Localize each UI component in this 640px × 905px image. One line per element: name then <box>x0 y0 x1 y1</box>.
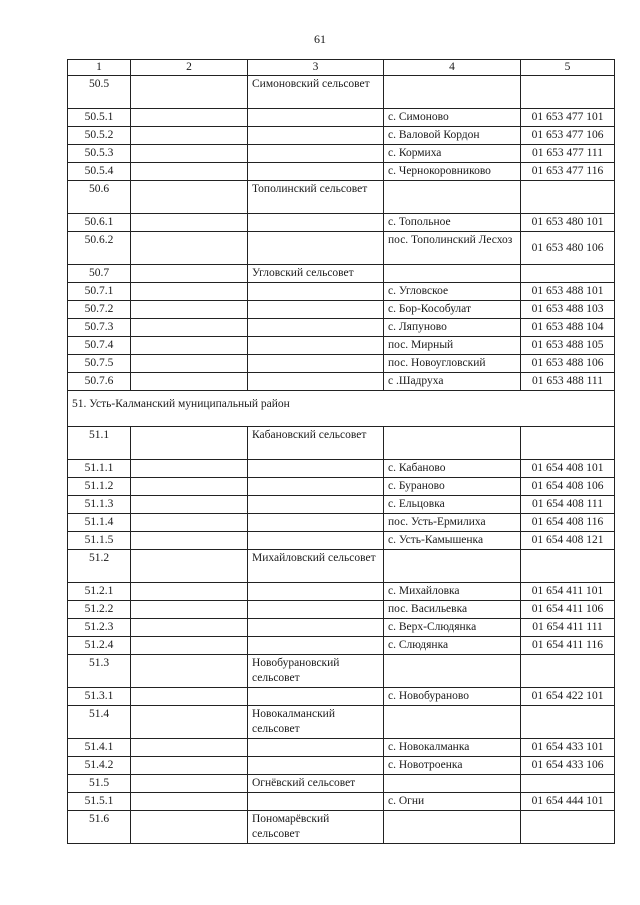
table-row <box>68 583 615 601</box>
council-name: Симоновский сельсовет <box>248 76 384 109</box>
row-code: 50.5.1 <box>68 109 131 127</box>
table-row <box>68 145 615 163</box>
empty-cell <box>521 181 615 214</box>
empty-cell <box>131 793 248 811</box>
empty-cell <box>131 265 248 283</box>
empty-cell <box>131 319 248 337</box>
settlement-name: с. Верх-Слюдянка <box>384 619 521 637</box>
row-code: 51.1.4 <box>68 514 131 532</box>
page-number: 61 <box>314 32 326 46</box>
table-row <box>68 109 615 127</box>
empty-cell <box>131 811 248 844</box>
settlement-name: пос. Васильевка <box>384 601 521 619</box>
okato-code: 01 653 477 101 <box>521 109 615 127</box>
council-row <box>68 181 615 214</box>
okato-code: 01 654 408 101 <box>521 460 615 478</box>
empty-cell <box>384 706 521 739</box>
empty-cell <box>248 619 384 637</box>
table-row <box>68 793 615 811</box>
empty-cell <box>248 109 384 127</box>
council-row <box>68 655 615 688</box>
okato-code: 01 653 480 101 <box>521 214 615 232</box>
empty-cell <box>131 355 248 373</box>
empty-cell <box>521 655 615 688</box>
empty-cell <box>131 583 248 601</box>
council-name: Огнёвский сельсовет <box>248 775 384 793</box>
district-heading: 51. Усть-Калманский муниципальный район <box>68 391 615 427</box>
okato-code: 01 653 488 105 <box>521 337 615 355</box>
okato-code: 01 653 477 111 <box>521 145 615 163</box>
okato-code: 01 654 444 101 <box>521 793 615 811</box>
empty-cell <box>248 532 384 550</box>
row-code: 51.2.4 <box>68 637 131 655</box>
empty-cell <box>131 757 248 775</box>
settlement-name: с. Валовой Кордон <box>384 127 521 145</box>
row-code: 50.7.4 <box>68 337 131 355</box>
empty-cell <box>131 109 248 127</box>
row-code: 51.4.2 <box>68 757 131 775</box>
settlement-name: с. Кабаново <box>384 460 521 478</box>
table-row <box>68 460 615 478</box>
empty-cell <box>248 319 384 337</box>
settlement-name: с. Новокалманка <box>384 739 521 757</box>
council-row <box>68 775 615 793</box>
district-heading-row <box>68 391 615 427</box>
council-row <box>68 427 615 460</box>
table-row <box>68 514 615 532</box>
settlement-name: с. Бураново <box>384 478 521 496</box>
empty-cell <box>248 127 384 145</box>
council-row <box>68 76 615 109</box>
table-row <box>68 619 615 637</box>
row-code: 50.7.5 <box>68 355 131 373</box>
table-row <box>68 757 615 775</box>
okato-code: 01 654 433 106 <box>521 757 615 775</box>
table-row <box>68 355 615 373</box>
council-name: Пономарёвский сельсовет <box>248 811 384 844</box>
empty-cell <box>248 739 384 757</box>
table-row <box>68 601 615 619</box>
settlement-name: с. Ельцовка <box>384 496 521 514</box>
empty-cell <box>248 637 384 655</box>
settlement-name: с. Бор-Кособулат <box>384 301 521 319</box>
empty-cell <box>248 355 384 373</box>
okato-code: 01 654 411 101 <box>521 583 615 601</box>
row-code: 51.1.5 <box>68 532 131 550</box>
row-code: 50.5 <box>68 76 131 109</box>
row-code: 51.3 <box>68 655 131 688</box>
row-code: 50.7.3 <box>68 319 131 337</box>
council-name: Новобурановский сельсовет <box>248 655 384 688</box>
empty-cell <box>521 76 615 109</box>
table-row <box>68 739 615 757</box>
empty-cell <box>248 496 384 514</box>
empty-cell <box>131 688 248 706</box>
council-name: Угловский сельсовет <box>248 265 384 283</box>
empty-cell <box>131 283 248 301</box>
row-code: 50.5.2 <box>68 127 131 145</box>
settlement-name: с. Михайловка <box>384 583 521 601</box>
empty-cell <box>131 76 248 109</box>
table-body <box>68 76 615 844</box>
table-row <box>68 496 615 514</box>
okato-code: 01 653 480 106 <box>521 232 615 265</box>
empty-cell <box>248 514 384 532</box>
empty-cell <box>384 775 521 793</box>
empty-cell <box>131 601 248 619</box>
empty-cell <box>131 706 248 739</box>
empty-cell <box>248 601 384 619</box>
column-header: 2 <box>131 60 248 76</box>
okato-code: 01 653 488 111 <box>521 373 615 391</box>
row-code: 51.1 <box>68 427 131 460</box>
row-code: 50.7.2 <box>68 301 131 319</box>
row-code: 51.3.1 <box>68 688 131 706</box>
okato-code: 01 653 477 116 <box>521 163 615 181</box>
empty-cell <box>131 127 248 145</box>
column-header: 1 <box>68 60 131 76</box>
empty-cell <box>131 532 248 550</box>
empty-cell <box>131 232 248 265</box>
settlement-name: с. Чернокоровниково <box>384 163 521 181</box>
table-row <box>68 163 615 181</box>
empty-cell <box>384 811 521 844</box>
empty-cell <box>131 181 248 214</box>
okato-code: 01 653 488 101 <box>521 283 615 301</box>
okato-code: 01 654 433 101 <box>521 739 615 757</box>
row-code: 51.2 <box>68 550 131 583</box>
settlement-name: с. Слюдянка <box>384 637 521 655</box>
empty-cell <box>131 373 248 391</box>
okato-code: 01 654 408 121 <box>521 532 615 550</box>
okato-code: 01 653 488 104 <box>521 319 615 337</box>
empty-cell <box>248 478 384 496</box>
table-row <box>68 637 615 655</box>
okato-code: 01 654 411 111 <box>521 619 615 637</box>
column-header: 4 <box>384 60 521 76</box>
table-row <box>68 373 615 391</box>
column-header: 3 <box>248 60 384 76</box>
table-header-row <box>68 60 615 76</box>
empty-cell <box>384 550 521 583</box>
council-name: Михайловский сельсовет <box>248 550 384 583</box>
row-code: 50.6.2 <box>68 232 131 265</box>
empty-cell <box>131 514 248 532</box>
empty-cell <box>521 775 615 793</box>
okato-code: 01 654 408 106 <box>521 478 615 496</box>
row-code: 51.5 <box>68 775 131 793</box>
settlement-name: с. Топольное <box>384 214 521 232</box>
empty-cell <box>131 496 248 514</box>
row-code: 50.7 <box>68 265 131 283</box>
okato-code: 01 653 488 106 <box>521 355 615 373</box>
settlement-name: с. Кормиха <box>384 145 521 163</box>
table-row <box>68 301 615 319</box>
empty-cell <box>131 214 248 232</box>
council-row <box>68 706 615 739</box>
row-code: 51.1.3 <box>68 496 131 514</box>
settlement-name: пос. Новоугловский <box>384 355 521 373</box>
table-row <box>68 232 615 265</box>
empty-cell <box>521 550 615 583</box>
column-header: 5 <box>521 60 615 76</box>
empty-cell <box>248 283 384 301</box>
empty-cell <box>131 739 248 757</box>
table-row <box>68 478 615 496</box>
settlements-table <box>67 59 615 844</box>
settlement-name: с. Огни <box>384 793 521 811</box>
okato-code: 01 654 408 116 <box>521 514 615 532</box>
okato-code: 01 653 488 103 <box>521 301 615 319</box>
empty-cell <box>248 337 384 355</box>
empty-cell <box>248 793 384 811</box>
table-row <box>68 127 615 145</box>
row-code: 51.6 <box>68 811 131 844</box>
empty-cell <box>248 232 384 265</box>
empty-cell <box>131 775 248 793</box>
council-row <box>68 550 615 583</box>
empty-cell <box>248 460 384 478</box>
empty-cell <box>131 460 248 478</box>
row-code: 51.1.2 <box>68 478 131 496</box>
empty-cell <box>384 655 521 688</box>
table-row <box>68 319 615 337</box>
row-code: 51.4.1 <box>68 739 131 757</box>
row-code: 50.7.6 <box>68 373 131 391</box>
row-code: 51.1.1 <box>68 460 131 478</box>
okato-code: 01 654 422 101 <box>521 688 615 706</box>
settlement-name: с .Шадруха <box>384 373 521 391</box>
empty-cell <box>384 427 521 460</box>
table-row <box>68 214 615 232</box>
council-name: Кабановский сельсовет <box>248 427 384 460</box>
empty-cell <box>521 811 615 844</box>
row-code: 50.7.1 <box>68 283 131 301</box>
empty-cell <box>384 76 521 109</box>
settlement-name: с. Угловское <box>384 283 521 301</box>
empty-cell <box>521 265 615 283</box>
settlement-name: пос. Тополинский Лесхоз <box>384 232 521 265</box>
empty-cell <box>521 706 615 739</box>
row-code: 51.2.1 <box>68 583 131 601</box>
empty-cell <box>248 583 384 601</box>
table-row <box>68 688 615 706</box>
empty-cell <box>248 757 384 775</box>
empty-cell <box>131 637 248 655</box>
settlement-name: пос. Усть-Ермилиха <box>384 514 521 532</box>
empty-cell <box>521 427 615 460</box>
row-code: 51.5.1 <box>68 793 131 811</box>
empty-cell <box>131 655 248 688</box>
empty-cell <box>248 301 384 319</box>
empty-cell <box>131 427 248 460</box>
settlement-name: с. Ляпуново <box>384 319 521 337</box>
empty-cell <box>131 145 248 163</box>
empty-cell <box>131 478 248 496</box>
okato-code: 01 654 411 116 <box>521 637 615 655</box>
okato-code: 01 653 477 106 <box>521 127 615 145</box>
row-code: 50.6.1 <box>68 214 131 232</box>
empty-cell <box>248 214 384 232</box>
empty-cell <box>384 265 521 283</box>
empty-cell <box>384 181 521 214</box>
settlement-name: с. Новотроенка <box>384 757 521 775</box>
council-row <box>68 265 615 283</box>
council-name: Новокалманский сельсовет <box>248 706 384 739</box>
empty-cell <box>131 550 248 583</box>
empty-cell <box>131 163 248 181</box>
council-row <box>68 811 615 844</box>
empty-cell <box>248 145 384 163</box>
empty-cell <box>248 688 384 706</box>
empty-cell <box>131 337 248 355</box>
table-row <box>68 337 615 355</box>
row-code: 50.6 <box>68 181 131 214</box>
empty-cell <box>131 301 248 319</box>
empty-cell <box>248 373 384 391</box>
settlement-name: с. Новобураново <box>384 688 521 706</box>
settlement-name: пос. Мирный <box>384 337 521 355</box>
council-name: Тополинский сельсовет <box>248 181 384 214</box>
row-code: 50.5.4 <box>68 163 131 181</box>
okato-code: 01 654 411 106 <box>521 601 615 619</box>
row-code: 51.4 <box>68 706 131 739</box>
row-code: 51.2.2 <box>68 601 131 619</box>
empty-cell <box>248 163 384 181</box>
empty-cell <box>131 619 248 637</box>
table-row <box>68 532 615 550</box>
okato-code: 01 654 408 111 <box>521 496 615 514</box>
row-code: 51.2.3 <box>68 619 131 637</box>
row-code: 50.5.3 <box>68 145 131 163</box>
settlement-name: с. Симоново <box>384 109 521 127</box>
table-row <box>68 283 615 301</box>
settlement-name: с. Усть-Камышенка <box>384 532 521 550</box>
